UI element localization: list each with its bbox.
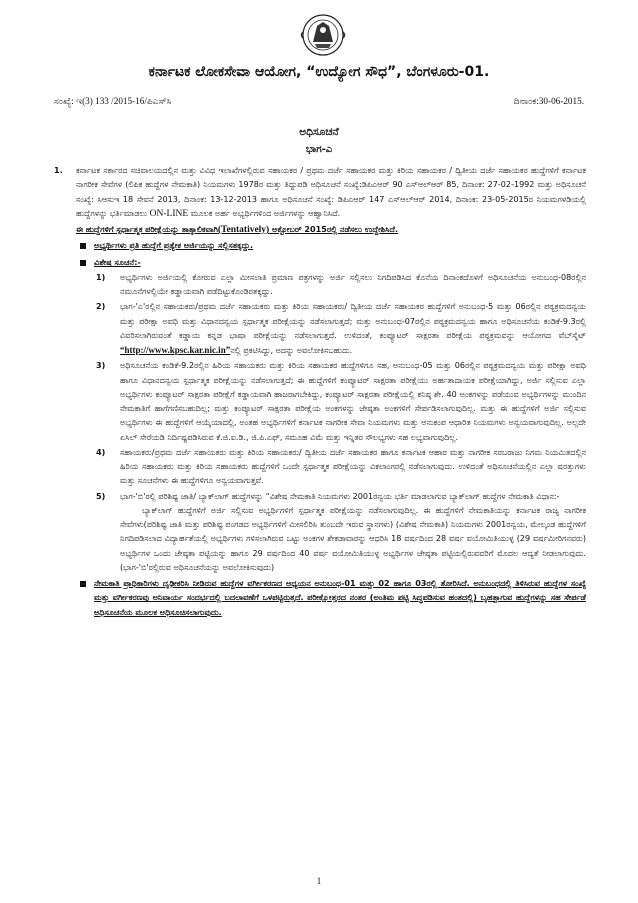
- bullet-post-classification: [54, 577, 586, 620]
- note-text-tail: ನಲ್ಲಿ ಪ್ರಕಟಿಸಿದ್ದು, ಅದನ್ನು ಅವಲೋಕಿಸಬಹುದು.: [230, 346, 353, 355]
- exam-note-text-a: ಈ ಹುದ್ದೆಗಳಿಗೆ ಸ್ಪರ್ಧಾತ್ಮಕ ಪರೀಕ್ಷೆಯನ್ನು ತಾತ್ಕಾಲಿಕವಾಗಿ: [76, 225, 218, 234]
- note-number: 4): [96, 447, 106, 457]
- online-label: ON-LINE: [149, 208, 189, 219]
- paragraph-number: 1.: [54, 166, 63, 175]
- note-item: [54, 490, 586, 576]
- note-text: ಅಭ್ಯರ್ಥಿಗಳು ಅರ್ಜಿಯಲ್ಲಿ ಕೋರುವ ಎಲ್ಲಾ ಮೀಸಲಾತಿ ಪ್ರಮಾಣ ಪತ್ರಗಳನ್ನು ಅರ್ಜಿ ಸಲ್ಲಿಸಲು ನಿಗದಿಪಡಿಸಿದ ಕೊನೆಯ ದಿನಾಂಕದೊಳಗೆ ಅಧಿಸೂಚನೆಯ ಅನುಬಂಧ-08ರಲ್ಲಿನ ನಮೂನೆಗಳಲ್ಲಿಯೇ ಕಡ್ಡಾಯವಾಗಿ ಪಡೆದಿಟ್ಟುಕೊಂಡಿರತಕ್ಕದ್ದು.: [120, 272, 586, 296]
- bullet-text: ನೇಮಕಾತಿ ಪ್ರಾಧಿಕಾರಿಗಳು ದೃಢೀಕರಿಸಿ ನೀಡಿರುವ ಹುದ್ದೆಗಳ ವರ್ಗೀಕರಣದ ಅಧ್ಯಯನ ಅನುಬಂಧ-01 ಮತ್ತು 02 ಹಾಗೂ 03ರಲ್ಲಿ ತೋರಿಸಿದೆ. ಅನುಬಂಧದಲ್ಲಿ ತಿಳಿಸಿರುವ ಹುದ್ದೆಗಳ ಸಂಖ್ಯೆ ಮತ್ತು ವರ್ಗೀಕರಣವು ಅನಿವಾರ್ಯ ಸಂದರ್ಭದಲ್ಲಿ ಬದಲಾವಣೆಗೆ ಒಳಪಟ್ಟಿರುತ್ತದೆ. ಪರೀಕ್ಷೋತ್ತರದ ನಂತರ (ಅಂತಿಮ ಪಟ್ಟಿ ಸಿದ್ಧಪಡಿಸುವ ಹಂತದಲ್ಲಿ) ಬೃಹತ್ತಾಗುವ ಹುದ್ದೆಗಳನ್ನು ಸಹ ಸೇರ್ಪಡೆ ಅಧಿಸೂಚನೆಯ ಮೂಲಕ ಅಧಿಸೂಚಿಸಲಾಗುವುದು.: [94, 579, 586, 617]
- page-number: 1: [316, 876, 322, 886]
- note-number: 5): [96, 491, 106, 501]
- note-item: [54, 446, 586, 489]
- note-number: 1): [96, 272, 106, 282]
- notification-heading: ಅಧಿಸೂಚನೆ: [299, 126, 339, 138]
- paragraph-1: [54, 164, 586, 221]
- reference-number: ಸಂಖ್ಯೆ: ಇ(3) 133 /2015-16/ಪಿಎಸ್‌ಸಿ: [54, 96, 172, 106]
- note-text: ಸಹಾಯಕರು/ಪ್ರಥಮ ದರ್ಜೆ ಸಹಾಯಕರು ಮತ್ತು ಕಿರಿಯ ಸಹಾಯಕರು/ ದ್ವಿತೀಯ ದರ್ಜೆ ಸಹಾಯಕರ ಹಾಗೂ ಕರ್ನಾಟಕ ಆಹಾರ ಮತ್ತು ನಾಗರೀಕ ಸರಬರಾಜು ನಿಗಮ ನಿಯಮಿತದಲ್ಲಿನ ಹಿರಿಯ ಸಹಾಯಕರು ಮತ್ತು ಕಿರಿಯ ಸಹಾಯಕರು ಹುದ್ದೆಗಳಿಗೆ ಒಂದೇ ಸ್ಪರ್ಧಾತ್ಮಕ ಪರೀಕ್ಷೆಯನ್ನು ವಿಕಲಾಂಗರಲ್ಲಿ ನಡೆಸಲಾಗುವುದು. ಉಳಿದಂತೆ ಅಧಿಸೂಚನೆಯಲ್ಲಿನ ಎಲ್ಲಾ ಷರತ್ತುಗಳು ಮತ್ತು ಸೂಚನೆಗಳು ಈ ಹುದ್ದೆಗಳಿಗೂ ಅನ್ವಯವಾಗುತ್ತವೆ.: [120, 447, 586, 486]
- bullet-text: ಅಭ್ಯರ್ಥಿಗಳು ಪ್ರತಿ ಹುದ್ದೆಗೆ ಪ್ರತ್ಯೇಕ ಅರ್ಜಿಯನ್ನು ಸಲ್ಲಿಸತಕ್ಕದ್ದು.: [94, 241, 253, 251]
- exam-note-text-b: ಅಕ್ಟೋಬರ್ 2015ರಲ್ಲಿ ನಡೆಸಲು ಉದ್ದೇಶಿಸಿದೆ.: [272, 225, 399, 234]
- bullet-icon: [80, 581, 86, 587]
- note-item: [54, 359, 586, 445]
- tentatively-label: (Tentatively): [217, 225, 270, 235]
- part-heading: ಭಾಗ-ಎ: [305, 144, 333, 155]
- page-title: ಕರ್ನಾಟಕ ಲೋಕಸೇವಾ ಆಯೋಗ, “ಉದ್ಯೋಗ ಸೌಧ”, ಬೆಂಗಳೂರು-01.: [148, 64, 490, 80]
- exam-schedule-note: [54, 223, 586, 237]
- document-body: [54, 164, 586, 620]
- note-number: 3): [96, 361, 106, 371]
- note-item: [54, 300, 586, 358]
- note-number: 2): [96, 302, 106, 312]
- bullet-icon: [80, 243, 86, 249]
- bullet-special-note: [54, 256, 586, 270]
- paragraph-1-text-a: ಕರ್ನಾಟಕ ಸರ್ಕಾರದ ಸಚಿವಾಲಯದಲ್ಲಿನ ಮತ್ತು ವಿವಿಧ ಇಲಾಖೆಗಳಲ್ಲಿರುವ ಸಹಾಯಕರ / ಪ್ರಥಮ ದರ್ಜೆ ಸಹಾಯಕರ ಮತ್ತು ಕಿರಿಯ ಸಹಾಯಕರ / ದ್ವಿತೀಯ ದರ್ಜೆ ಸಹಾಯಕರ ಹುದ್ದೆಗಳಿಗೆ ಕರ್ನಾಟಕ ನಾಗರೀಕ ಸೇವೆಗಳ (ಲಿಪಿಕ ಹುದ್ದೆಗಳ ನೇಮಕಾತಿ) ನಿಯಮಗಳು 1978ರ ಮತ್ತು ತಿದ್ದುಪಡಿ ಅಧಿಸೂಚನೆ ಸಂಖ್ಯೆ:ಡಿಪಿಎಆರ್ 90 ಎಸ್‌ಆಲ್ಆರ್ 85, ದಿನಾಂಕ: 27-02-1992 ಮತ್ತು ಅಧಿಸೂಚನೆ ಸಂಖ್ಯೆ: ಸಿಆಸುಇ 18 ಸೇವನೆ 2013, ದಿನಾಂಕ: 13-12-2013 ಹಾಗೂ ಅಧಿಸೂಚನೆ ಸಂಖ್ಯೆ: ಡಿಪಿಎಆರ್ 147 ಎಸ್‌ಆಲ್ಆರ್ 2014, ದಿನಾಂಕ: 23-05-2015ರ ನಿಯಮಗಳಡಿಯಲ್ಲಿ ಹುದ್ದೆಗಳನ್ನು ಭರ್ತಿಮಾಡಲು: [76, 166, 586, 218]
- bullet-icon: [80, 260, 86, 266]
- note-item: [54, 271, 586, 300]
- karnataka-emblem-icon: [297, 12, 349, 58]
- note-text: ಅಧಿಸೂಚನೆಯ ಕಂಡಿಕೆ-9.2ರಲ್ಲಿನ ಹಿರಿಯ ಸಹಾಯಕರು ಮತ್ತು ಕಿರಿಯ ಸಹಾಯಕರ ಹುದ್ದೆಗಳಿಗೂ ಸಹ, ಅನುಬಂಧ-05 ಮತ್ತು 06ರಲ್ಲಿನ ಪಠ್ಯಕ್ರಮದನ್ವಯ ಮತ್ತು ಪರೀಕ್ಷಾ ಅವಧಿ ಹಾಗೂ ವಿಧಾನದನ್ವಯ ಸ್ಪರ್ಧಾತ್ಮಕ ಪರೀಕ್ಷೆಯನ್ನು ನಡೆಸಲಾಗುತ್ತದೆ; ಈ ಹುದ್ದೆಗಳಿಗೆ ಕಂಪ್ಯೂಟರ್ ಸಾಕ್ಷರತಾ ಪರೀಕ್ಷೆಯು ಅರ್ಹತಾದಾಯಕ ಪರೀಕ್ಷೆಯಾಗಿದ್ದು, ಅರ್ಜಿ ಸಲ್ಲಿಸುವ ಎಲ್ಲಾ ಅಭ್ಯರ್ಥಿಗಳು ಕಂಪ್ಯೂಟರ್ ಸಾಕ್ಷರತಾ ಪರೀಕ್ಷೆಗೆ ಕಡ್ಡಾಯವಾಗಿ ಹಾಜರಾಗಬೇಕಿದ್ದು, ಕಂಪ್ಯೂಟರ್ ಸಾಕ್ಷರತಾ ಪರೀಕ್ಷೆಯಲ್ಲಿ ಕನಿಷ್ಠ ಶೇ. 40 ಅಂಕಗಳನ್ನು ಪಡೆಯುವ ಅಭ್ಯರ್ಥಿಗಳನ್ನು ಮುಂದಿನ ನೇಮಕಾತಿಗೆ ಹಾಗೆಗಣಿಸಬಹುದಿಲ್ಲ; ಮತ್ತು ಕಂಪ್ಯೂಟರ್ ಸಾಕ್ಷರತಾ ಪರೀಕ್ಷೆಯ ಅಂಕಗಳನ್ನು ಜೇಷ್ಠತಾ ಅಂಕಗಳಿಗೆ ಸೇರ್ಪಡಿಸಲಾಗುವುದಿಲ್ಲ. ಮತ್ತು ಈ ಹುದ್ದೆಗಳಿಗೆ ಅರ್ಜಿ ಸಲ್ಲಿಸುವ ಅಭ್ಯರ್ಥಿಗಳು ಈ ಹುದ್ದೆಗಳಿಗೆ ಆಯ್ಕೆಯಾದಲ್ಲಿ, ಅಂತಹ ಅಭ್ಯರ್ಥಿಗಳಿಗೆ ಕರ್ನಾಟಕ ನಾಗರೀಕ ಸೇವಾ ನಿಯಮಗಳು ಮತ್ತು ಅನುಕಂಪ ಆಧಾರಿತ ನಿಯಮಗಳು ಅನ್ವಯವಾಗುವುದಿಲ್ಲ. ಅಲ್ಲದೇ ಏಸಿಲ್ ಸೇರೆಯಡಿ ನಿರ್ದಿಷ್ಟಪಡಿಸಿರುವ ಕೆ.ಜಿ.ಐ.ಡಿ., ಜಿ.ಪಿ.ಎಫ್, ಸಮೂಹ ವಿಮೆ ಮತ್ತು ಇನ್ನಿತರ ಸೌಲಭ್ಯಗಳು ಸಹ ಲಭ್ಯವಾಗುವುದಿಲ್ಲ.: [120, 361, 586, 442]
- note-text: ಭಾಗ-'ಬಿ'ರಲ್ಲಿ ಪರಿಶಿಷ್ಟ ಜಾತಿ/ ಬ್ಯಾಕ್‌ಲಾಗ್ ಹುದ್ದೆಗಳನ್ನು “ವಿಶೇಷ ನೇಮಕಾತಿ ನಿಯಮಗಳು 2001ರನ್ವಯ ಭರ್ತಿ ಮಾಡಲಾಗುವ ಬ್ಯಾಕ್‌ಲಾಗ್ ಹುದ್ದೆಗಳ ನೇಮಕಾತಿ ವಿಧಾನ:-: [120, 491, 560, 501]
- paragraph-1-text-b: ಮೂಲಕ ಅರ್ಹ ಅಭ್ಯರ್ಥಿಗಳಿಂದ ಅರ್ಜಿಗಳನ್ನು ಆಹ್ವಾನಿಸಿದೆ.: [190, 208, 341, 218]
- bullet-text: ವಿಶೇಷ ಸೂಚನೆ:-: [94, 257, 141, 267]
- notification-date: ದಿನಾಂಕ:30-06-2015.: [513, 96, 584, 106]
- kpsc-website-link[interactable]: “http://www.kpsc.kar.nic.in”: [120, 345, 231, 355]
- note-text: ಭಾಗ-'ಎ'ರಲ್ಲಿನ ಸಹಾಯಕರು/ಪ್ರಥಮ ದರ್ಜೆ ಸಹಾಯಕರು ಮತ್ತು ಕಿರಿಯ ಸಹಾಯಕರು/ ದ್ವಿತೀಯ ದರ್ಜೆ ಸಹಾಯಕರ ಹುದ್ದೆಗಳಿಗೆ ಅನುಬಂಧ-5 ಮತ್ತು 06ರಲ್ಲಿನ ಪಠ್ಯಕ್ರಮದನ್ವಯ ಮತ್ತು ಪರೀಕ್ಷಾ ಅವಧಿ ಮತ್ತು ವಿಧಾನದನ್ವಯ ಸ್ಪರ್ಧಾತ್ಮಕ ಪರೀಕ್ಷೆಯನ್ನು ನಡೆಸಲಾಗುತ್ತದೆ; ಮತ್ತು ಅನುಬಂಧ-07ರಲ್ಲಿನ ಪಠ್ಯಕ್ರಮದನ್ವಯ ಹಾಗೂ ಅಧಿಸೂಚನೆಯ ಕಂಡಿಕೆ-9.3ರಲ್ಲಿ ವಿವರಿಸಲಾಗಿರುವಂತೆ ಕಡ್ಡಾಯ ಕನ್ನಡ ಭಾಷಾ ಪರೀಕ್ಷೆಯನ್ನು ನಡೆಸಲಾಗುತ್ತದೆ. ಉಳಿದಂತೆ, ಕಂಪ್ಯೂಟರ್ ಸಾಕ್ಷರತಾ ಪರೀಕ್ಷೆಯ ಪಠ್ಯಕ್ರಮವನ್ನು ಆಯೋಗದ ವೆಬ್‌ಸೈಟ್: [120, 302, 586, 340]
- bullet-separate-application: [54, 239, 586, 253]
- backlog-procedure-text: ಬ್ಯಾಕ್‌ಲಾಗ್ ಹುದ್ದೆಗಳಿಗೆ ಅರ್ಜಿ ಸಲ್ಲಿಸುವ ಅಭ್ಯರ್ಥಿಗಳಿಗೆ ಸ್ಪರ್ಧಾತ್ಮಕ ಪರೀಕ್ಷೆಯನ್ನು ನಡೆಸಲಾಗುವುದಿಲ್ಲ. ಈ ಹುದ್ದೆಗಳಿಗೆ ನೇಮಕಾತಿಯನ್ನು ಕರ್ನಾಟಕ ರಾಜ್ಯ ನಾಗರೀಕ ಸೇವೆಗಳು(ಪರಿಶಿಷ್ಟ ಜಾತಿ ಮತ್ತು ಪರಿಶಿಷ್ಟ ಪಂಗಡದ ಅಭ್ಯರ್ಥಿಗಳಿಗೆ ಮೀಸಲಿರಿಸಿ ತುಂಬದೇ ಇರುವ ಸ್ಥಾನಗಳು) (ವಿಶೇಷ ನೇಮಕಾತಿ) ನಿಯಮಗಳು 2001ರನ್ವಯ, ಮೇಲ್ಕಂಡ ಹುದ್ದೆಗಳಿಗೆ ನಿಗದಿಪಡಿಸಲಾದ ವಿದ್ಯಾರ್ಹತೆಯಲ್ಲಿ ಅಭ್ಯರ್ಥಿಗಳು ಗಳಿಸಲಾಗಿರುವ ಒಟ್ಟು ಅಂಕಗಳ ಶೇಕಡಾವಾರನ್ನು ಆಧರಿಸಿ 18 ವರ್ಷದಿಂದ 28 ವರ್ಷ ವಯೋಮಿತಿಯುಳ್ಳ (29 ವರ್ಷಮೀರಿಗನವರು) ಅಭ್ಯರ್ಥಿಗಳ ಒಂದು ಜೇಷ್ಠತಾ ಪಟ್ಟಿಯನ್ನು ಹಾಗೂ 29 ವರ್ಷದಿಂದ 40 ವರ್ಷ ವಯೋಮಿತಿಯುಳ್ಳ ಅಭ್ಯರ್ಥಿಗಳ ಜೇಷ್ಠತಾ ಪಟ್ಟಿಯಲ್ಲಿರುವವರಿಗೆ ಮೊದಲ ಆದ್ಯತೆ ನೀಡಲಾಗುವುದು. (ಭಾಗ-'ಬಿ'ರಲ್ಲಿರುವ ಅಧಿಸೂಚನೆಯನ್ನು ಅವಲೋಕಿಸುವುದು): [120, 505, 586, 572]
